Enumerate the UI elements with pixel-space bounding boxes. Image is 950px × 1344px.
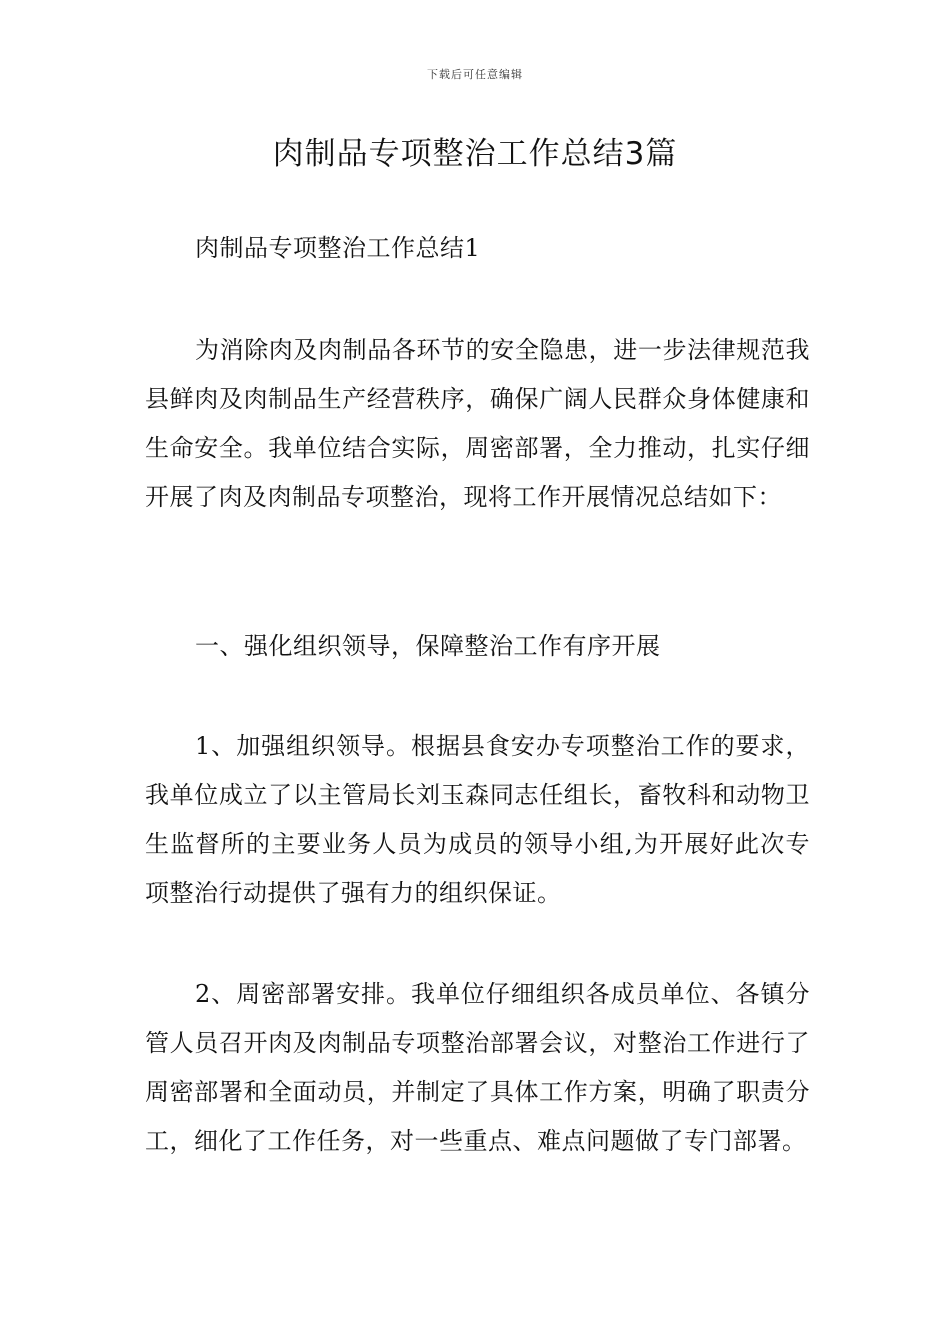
body-paragraph: 为消除肉及肉制品各环节的安全隐患，进一步法律规范我县鲜肉及肉制品生产经营秩序，确保广阔人民群众身体健康和生命安全。我单位结合实际，周密部署，全力推动，扎实仔细开展了肉及肉制品专项整治，现将工作开展情况总结如下： bbox=[145, 336, 810, 511]
body-paragraph: 2、周密部署安排。我单位仔细组织各成员单位、各镇分管人员召开肉及肉制品专项整治部署会议，对整治工作进行了周密部署和全面动员，并制定了具体工作方案，明确了职责分工，细化了工作任务，对一些重点、难点问题做了专门部署。 bbox=[145, 980, 810, 1155]
body-paragraph: 1、加强组织领导。根据县食安办专项整治工作的要求，我单位成立了以主管局长刘玉森同志任组长，畜牧科和动物卫生监督所的主要业务人员为成员的领导小组,为开展好此次专项整治行动提供了强有力的组织保证。 bbox=[145, 732, 810, 907]
section-heading: 肉制品专项整治工作总结1 bbox=[195, 234, 481, 262]
page-header-note: 下载后可任意编辑 bbox=[427, 68, 523, 81]
document-title: 肉制品专项整治工作总结3篇 bbox=[272, 136, 678, 172]
subsection-heading: 一、强化组织领导，保障整治工作有序开展 bbox=[195, 632, 661, 660]
